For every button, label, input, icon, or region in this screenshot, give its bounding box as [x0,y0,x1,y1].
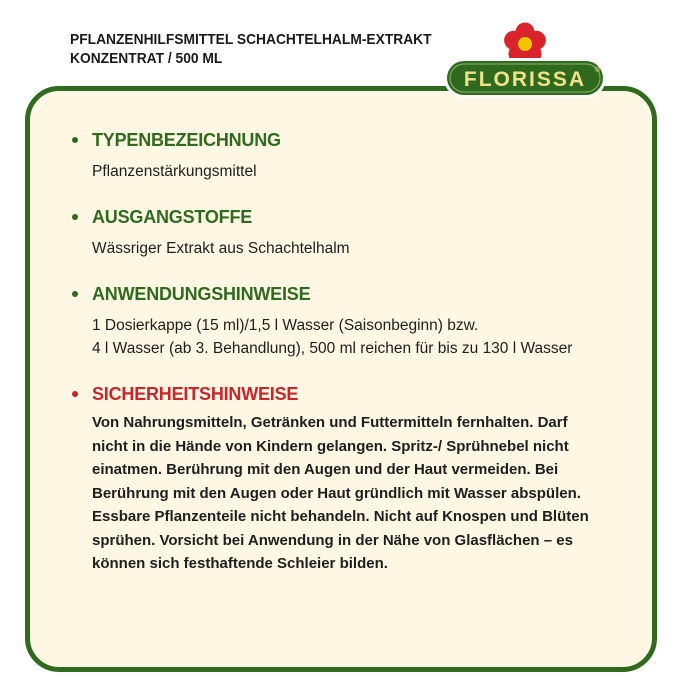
section-body: Pflanzenstärkungsmittel [92,163,257,180]
section-usage [70,283,610,360]
bullet-icon [72,137,78,143]
section-body: Wässriger Extrakt aus Schachtelhalm [92,240,350,257]
product-title-line-1: PFLANZENHILFSMITTEL SCHACHTELHALM-EXTRAKT [70,31,432,48]
product-title [70,30,432,68]
logo-text: FLORISSA [463,68,587,91]
section-ingredients [70,206,610,260]
brand-logo [441,20,609,106]
bullet-icon [72,391,78,397]
section-type [70,129,610,183]
section-safety [70,383,610,576]
svg-text:®: ® [595,67,601,74]
section-heading: TYPENBEZEICHNUNG [70,129,610,151]
product-title-line-2: KONZENTRAT / 500 ML [70,50,223,67]
bullet-icon [72,291,78,297]
section-body: Von Nahrungsmitteln, Getränken und Futtermitteln fernhalten. Darf nicht in die Hände von Kindern gelangen. Spritz-/ Sprühnebel nicht einatmen. Berührung mit den Augen und der Haut vermeiden. Bei Berührung mit den Augen oder Haut gründlich mit Wasser abspülen. Essbare Pflanzenteile nicht behandeln. Nicht auf Knospen und Blüten sprühen. Vorsicht bei Anwendung in der Nähe von Glasflächen – es können sich festhaftende Schleier bilden. [92,414,589,572]
section-heading: SICHERHEITSHINWEISE [70,383,610,405]
section-heading: AUSGANGSTOFFE [70,206,610,228]
flower-icon [441,20,609,106]
section-heading: ANWENDUNGSHINWEISE [70,283,610,305]
section-body: 1 Dosierkappe (15 ml)/1,5 l Wasser (Saisonbeginn) bzw. 4 l Wasser (ab 3. Behandlung), 500 ml reichen für bis zu 130 l Wasser [92,317,573,357]
bullet-icon [72,214,78,220]
